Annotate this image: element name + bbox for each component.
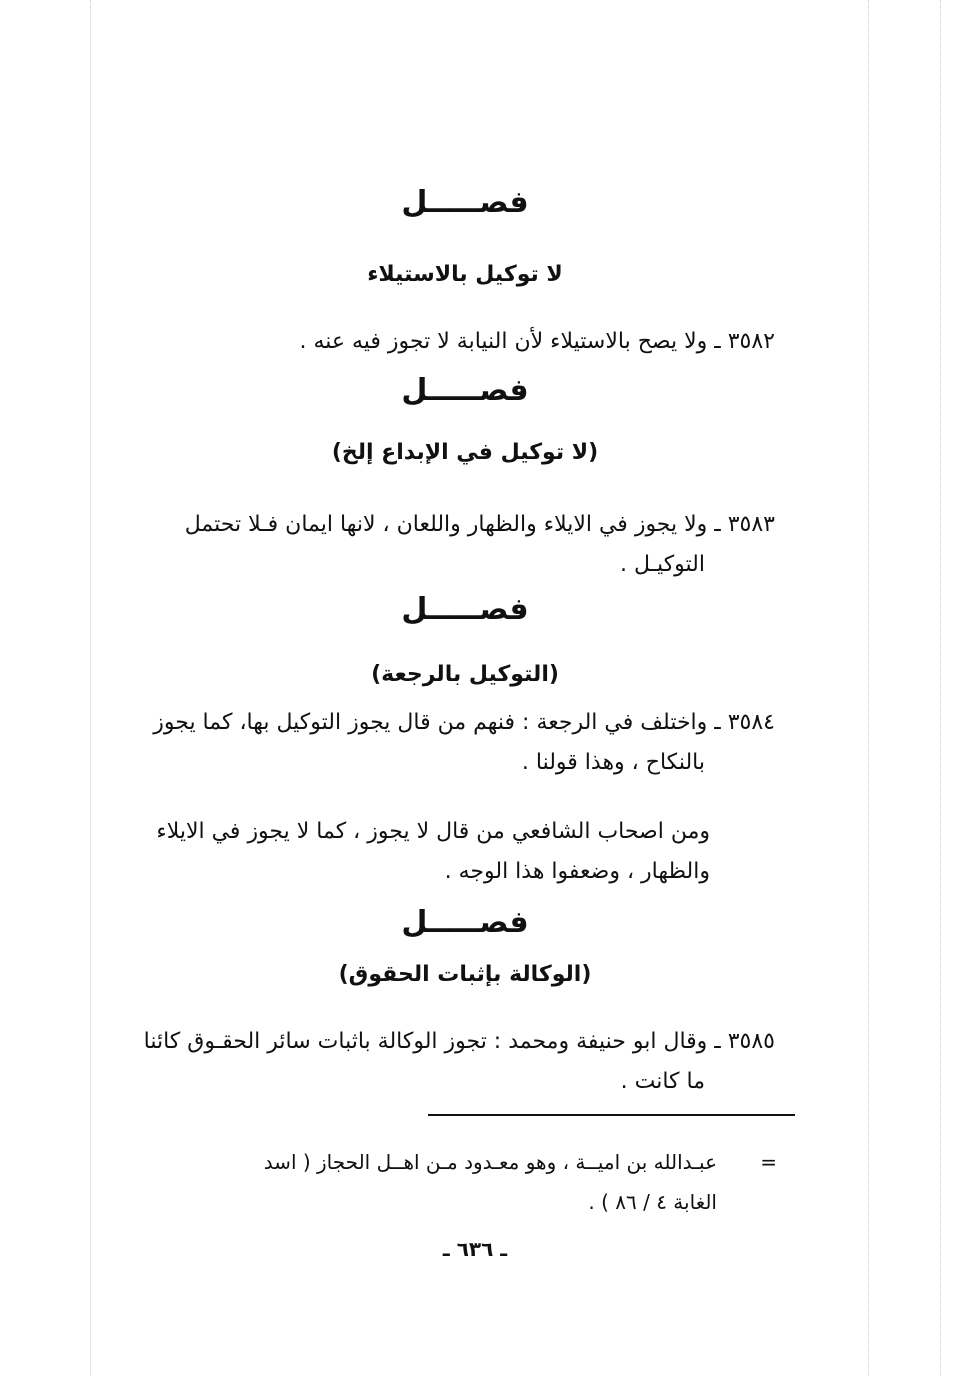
section-heading: فصـــــل: [401, 185, 529, 220]
paragraph: [275, 322, 775, 362]
paragraph-line: ٣٥٨٥ ـ وقال ابو حنيفة ومحمد : تجوز الوكالة باثبات سائر الحقـوق كائنا: [143, 1029, 775, 1054]
paragraph-line: ما كانت .: [620, 1069, 705, 1094]
paragraph-line: ومن اصحاب الشافعي من قال لا يجوز ، كما لا يجوز في الايلاء: [156, 819, 710, 844]
section-heading: فصـــــل: [401, 905, 529, 940]
section-title: (الوكالة بإثبات الحقوق): [338, 962, 592, 987]
footnote-marker: =: [760, 1150, 777, 1174]
section-title: (لا توكيل في الإبداع إلخ): [331, 440, 599, 465]
footnote-line: الغابة ٤ / ٨٦ ) .: [588, 1190, 717, 1214]
footnote-line: [177, 1142, 777, 1182]
paragraph-line: والظهار ، وضعفوا هذا الوجه .: [444, 859, 710, 884]
paragraph-line: بالنكاح ، وهذا قولنا .: [521, 750, 705, 775]
paragraph: [153, 703, 775, 783]
paragraph-line: التوكيـل .: [619, 552, 705, 577]
paragraph-line: ٣٥٨٣ ـ ولا يجوز في الايلاء والظهار واللعان ، لانها ايمان فـلا تحتمل: [184, 512, 775, 537]
scan-guide-line: [90, 0, 91, 1376]
scan-guide-line: [940, 0, 941, 1376]
paragraph: [175, 505, 775, 585]
footnote-text: عبـدالله بن اميــة ، وهو معـدود مـن اهــل الحجاز ( اسد: [263, 1150, 717, 1174]
page-number: ـ ٦٣٦ ـ: [442, 1237, 508, 1261]
section-heading: فصـــــل: [401, 373, 529, 408]
paragraph: [156, 812, 710, 892]
paragraph: [143, 1022, 775, 1102]
paragraph-line: ٣٥٨٤ ـ واختلف في الرجعة : فنهم من قال يجوز التوكيل بها، كما يجوز: [153, 710, 775, 735]
section-title: لا توكيل بالاستيلاء: [367, 262, 563, 287]
footnote: [177, 1142, 777, 1222]
footnote-separator: [428, 1114, 795, 1116]
section-heading: فصـــــل: [401, 592, 529, 627]
paragraph-line: ٣٥٨٢ ـ ولا يصح بالاستيلاء لأن النيابة لا تجوز فيه عنه .: [299, 329, 775, 354]
scan-guide-line: [868, 0, 869, 1376]
section-title: (التوكيل بالرجعة): [371, 662, 559, 687]
